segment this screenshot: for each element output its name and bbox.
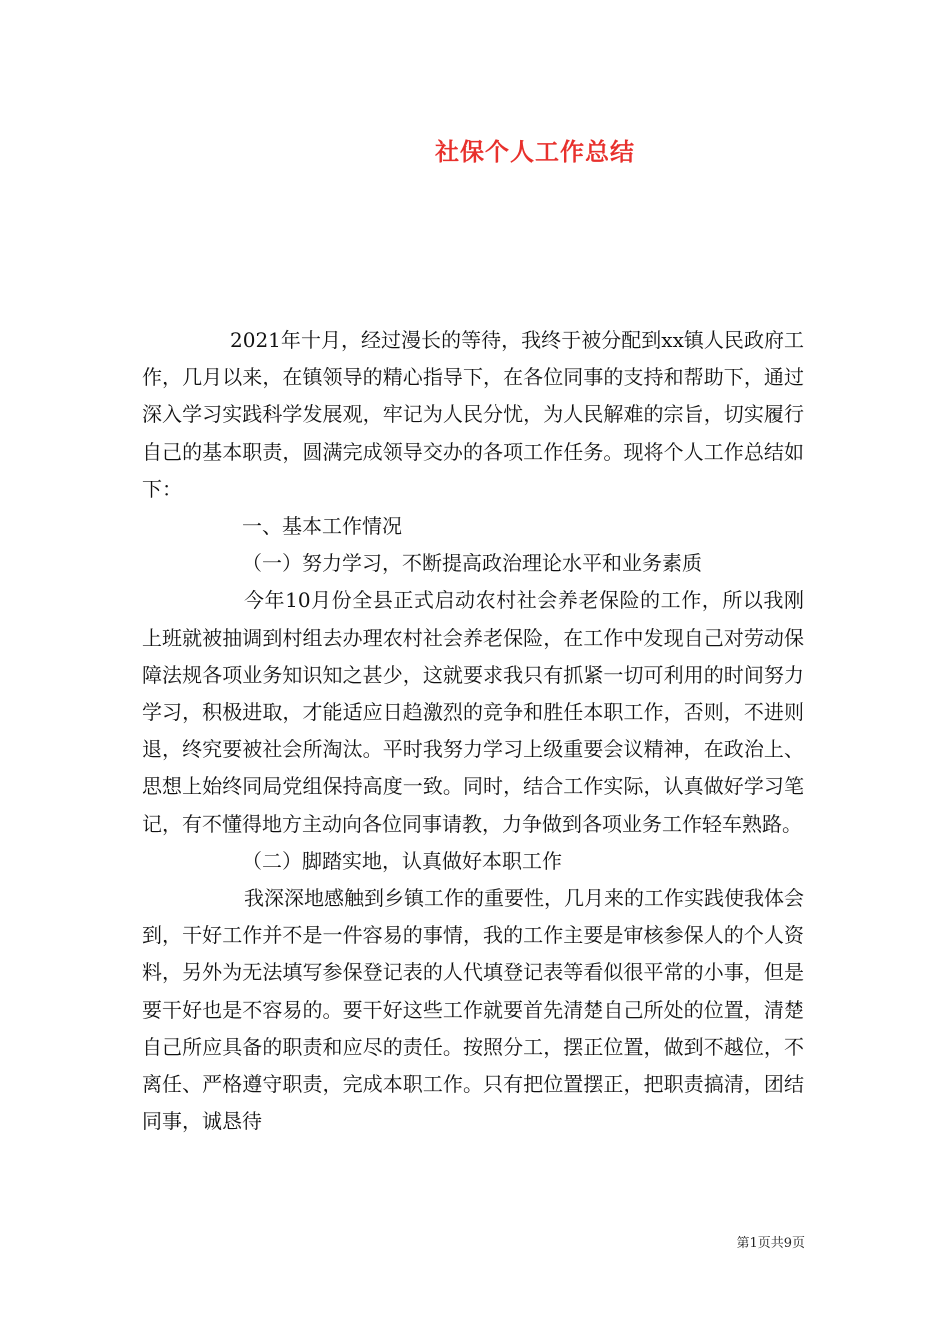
- duty-paragraph: 我深深地感触到乡镇工作的重要性，几月来的工作实践使我体会到，干好工作并不是一件容易的事情，我的工作主要是审核参保人的个人资料，另外为无法填写参保登记表的人代填登记表等看似很平常的小事，但是要干好也是不容易的。要干好这些工作就要首先清楚自己所处的位置，清楚自己所应具备的职责和应尽的责任。按照分工，摆正位置，做到不越位，不离任、严格遵守职责，完成本职工作。只有把位置摆正，把职责搞清，团结同事，诚恳待: [142, 886, 804, 1134]
- intro-paragraph: 2021年十月，经过漫长的等待，我终于被分配到xx镇人民政府工作，几月以来，在镇领导的精心指导下，在各位同事的支持和帮助下，通过深入学习实践科学发展观，牢记为人民分忧，为人民解难的宗旨，切实履行自己的基本职责，圆满完成领导交办的各项工作任务。现将个人工作总结如下：: [142, 328, 804, 501]
- section-heading-basic-work: 一、基本工作情况: [242, 514, 402, 539]
- study-paragraph: 今年10月份全县正式启动农村社会养老保险的工作，所以我刚上班就被抽调到村组去办理农村社会养老保险，在工作中发现自己对劳动保障法规各项业务知识知之甚少，这就要求我只有抓紧一切可利用的时间努力学习，积极进取，才能适应日趋激烈的竞争和胜任本职工作，否则，不进则退，终究要被社会所淘汰。平时我努力学习上级重要会议精神，在政治上、思想上始终同局党组保持高度一致。同时，结合工作实际，认真做好学习笔记，有不懂得地方主动向各位同事请教，力争做到各项业务工作轻车熟路。: [142, 588, 804, 836]
- subsection-heading-duty: （二）脚踏实地，认真做好本职工作: [242, 848, 562, 873]
- page-number-footer: 第1页共9页: [736, 1236, 805, 1251]
- document-body: [142, 322, 804, 1140]
- subsection-heading-study: （一）努力学习，不断提高政治理论水平和业务素质: [242, 551, 702, 576]
- document-title: 社保个人工作总结: [435, 137, 635, 166]
